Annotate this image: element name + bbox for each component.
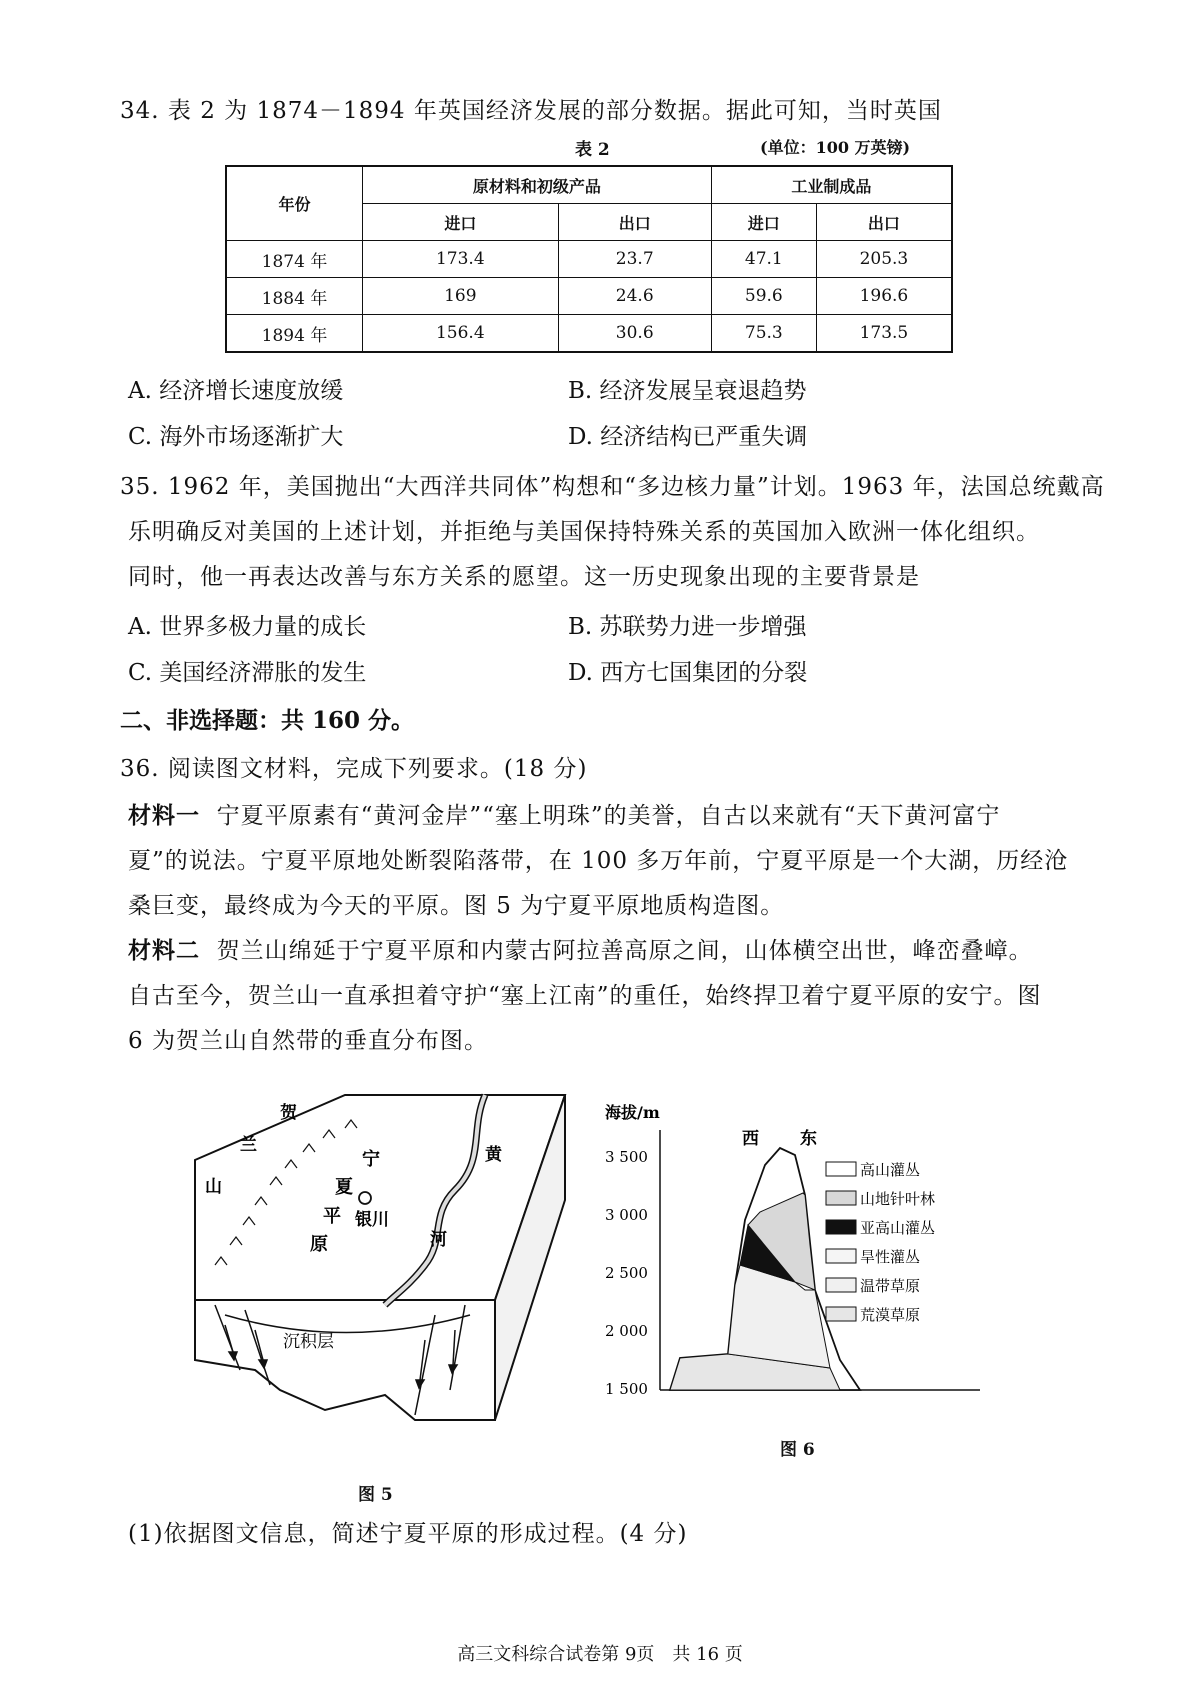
legend-swatch — [826, 1307, 856, 1321]
cell-raw-import: 156.4 — [363, 315, 559, 353]
cell-ind-import: 59.6 — [711, 278, 816, 315]
q36-material1-line3: 桑巨变，最终成为今天的平原。图 5 为宁夏平原地质构造图。 — [128, 893, 785, 919]
q35-option-b[interactable]: B. 苏联势力进一步增强 — [568, 614, 807, 640]
q36-subquestion-1: (1)依据图文信息，简述宁夏平原的形成过程。(4 分) — [128, 1521, 688, 1547]
q36-material1-line2: 夏”的说法。宁夏平原地处断裂陷落带，在 100 多万年前，宁夏平原是一个大湖，历经沧 — [128, 848, 1069, 874]
label-huang: 黄 — [485, 1145, 502, 1165]
label-east: 东 — [800, 1129, 817, 1149]
figure6-caption: 图 6 — [780, 1440, 815, 1460]
q36-material2-line3: 6 为贺兰山自然带的垂直分布图。 — [128, 1028, 488, 1054]
q34-option-b[interactable]: B. 经济发展呈衰退趋势 — [568, 378, 807, 404]
header-raw-export: 出口 — [558, 204, 711, 241]
label-ping: 平 — [323, 1206, 341, 1227]
header-ind-export: 出口 — [816, 204, 952, 241]
cell-raw-export: 23.7 — [558, 241, 711, 278]
header-raw-materials: 原材料和初级产品 — [363, 166, 712, 204]
legend-swatch — [826, 1249, 856, 1263]
legend — [826, 1161, 935, 1324]
legend-label: 高山灌丛 — [860, 1161, 921, 1179]
label-sediment: 沉积层 — [283, 1332, 334, 1352]
cell-ind-export: 196.6 — [816, 278, 952, 315]
q36-material2-line1 — [128, 932, 1033, 965]
material1-label: 材料一 — [128, 802, 200, 829]
cell-raw-export: 24.6 — [558, 278, 711, 315]
table-row — [226, 315, 952, 353]
cell-ind-export: 205.3 — [816, 241, 952, 278]
y-tick: 1 500 — [605, 1380, 648, 1398]
q35-stem-line3: 同时，他一再表达改善与东方关系的愿望。这一历史现象出现的主要背景是 — [128, 564, 920, 590]
q35-stem-line1: 35. 1962 年，美国抛出“大西洋共同体”构想和“多边核力量”计划。1963 年，法国总统戴高 — [120, 474, 1105, 500]
label-xia: 夏 — [335, 1177, 353, 1198]
label-shan: 山 — [205, 1177, 222, 1197]
legend-label: 旱性灌丛 — [860, 1248, 921, 1266]
y-tick: 2 000 — [605, 1322, 648, 1340]
y-tick: 3 000 — [605, 1206, 648, 1224]
label-west: 西 — [742, 1129, 759, 1149]
label-lan: 兰 — [240, 1135, 257, 1155]
legend-swatch — [826, 1278, 856, 1292]
row-year: 1884 年 — [226, 278, 363, 315]
table-header-row — [226, 166, 952, 204]
q34-stem: 34. 表 2 为 1874－1894 年英国经济发展的部分数据。据此可知，当时英国 — [120, 98, 942, 124]
header-manufactured-goods: 工业制成品 — [711, 166, 952, 204]
y-tick: 3 500 — [605, 1148, 648, 1166]
legend-swatch — [826, 1220, 856, 1234]
q36-material1-line1 — [128, 797, 1000, 830]
header-year: 年份 — [226, 166, 363, 241]
q35-option-d[interactable]: D. 西方七国集团的分裂 — [568, 660, 808, 686]
figure6-vertical-zonation — [600, 1100, 1000, 1420]
table-row — [226, 278, 952, 315]
q36-stem: 36. 阅读图文材料，完成下列要求。(18 分) — [120, 756, 588, 782]
q35-option-c[interactable]: C. 美国经济滞胀的发生 — [128, 660, 367, 686]
legend-label: 山地针叶林 — [860, 1190, 936, 1208]
material2-text: 贺兰山绵延于宁夏平原和内蒙古阿拉善高原之间，山体横空出世，峰峦叠嶂。 — [216, 938, 1033, 964]
table-row — [226, 241, 952, 278]
material2-label: 材料二 — [128, 937, 200, 964]
q35-stem-line2: 乐明确反对美国的上述计划，并拒绝与美国保持特殊关系的英国加入欧洲一体化组织。 — [128, 519, 1040, 545]
q34-option-a[interactable]: A. 经济增长速度放缓 — [128, 378, 344, 404]
economy-data-table — [225, 165, 953, 353]
cell-raw-import: 169 — [363, 278, 559, 315]
label-ning: 宁 — [362, 1149, 380, 1170]
header-raw-import: 进口 — [363, 204, 559, 241]
legend-swatch — [826, 1162, 856, 1176]
legend-label: 温带草原 — [860, 1277, 921, 1295]
y-tick: 2 500 — [605, 1264, 648, 1282]
block-front-face — [195, 1300, 495, 1420]
cell-raw-export: 30.6 — [558, 315, 711, 353]
city-marker-icon — [359, 1192, 371, 1204]
label-he: 贺 — [280, 1103, 297, 1123]
cell-ind-export: 173.5 — [816, 315, 952, 353]
label-yinchuan: 银川 — [355, 1210, 389, 1230]
page-footer: 高三文科综合试卷第 9页 共 16 页 — [457, 1644, 743, 1665]
q34-option-d[interactable]: D. 经济结构已严重失调 — [568, 424, 808, 450]
section-title: 二、非选择题：共 160 分。 — [120, 707, 415, 734]
label-river: 河 — [430, 1230, 447, 1250]
cell-ind-import: 47.1 — [711, 241, 816, 278]
legend-label: 荒漠草原 — [860, 1306, 921, 1324]
q34-option-c[interactable]: C. 海外市场逐渐扩大 — [128, 424, 344, 450]
y-axis-label: 海拔/m — [605, 1103, 660, 1122]
cell-raw-import: 173.4 — [363, 241, 559, 278]
label-yuan: 原 — [310, 1234, 328, 1255]
table-unit: (单位：100 万英镑) — [760, 138, 911, 157]
legend-label: 亚高山灌丛 — [860, 1219, 936, 1237]
cell-ind-import: 75.3 — [711, 315, 816, 353]
material1-text: 宁夏平原素有“黄河金岸”“塞上明珠”的美誉，自古以来就有“天下黄河富宁 — [216, 803, 1001, 829]
figure5-caption: 图 5 — [358, 1485, 393, 1505]
table-title: 表 2 — [575, 140, 610, 160]
legend-swatch — [826, 1191, 856, 1205]
figure5-geology-diagram — [185, 1090, 585, 1460]
row-year: 1894 年 — [226, 315, 363, 353]
header-ind-import: 进口 — [711, 204, 816, 241]
q36-material2-line2: 自古至今，贺兰山一直承担着守护“塞上江南”的重任，始终捍卫着宁夏平原的安宁。图 — [128, 983, 1042, 1009]
q35-option-a[interactable]: A. 世界多极力量的成长 — [128, 614, 367, 640]
row-year: 1874 年 — [226, 241, 363, 278]
